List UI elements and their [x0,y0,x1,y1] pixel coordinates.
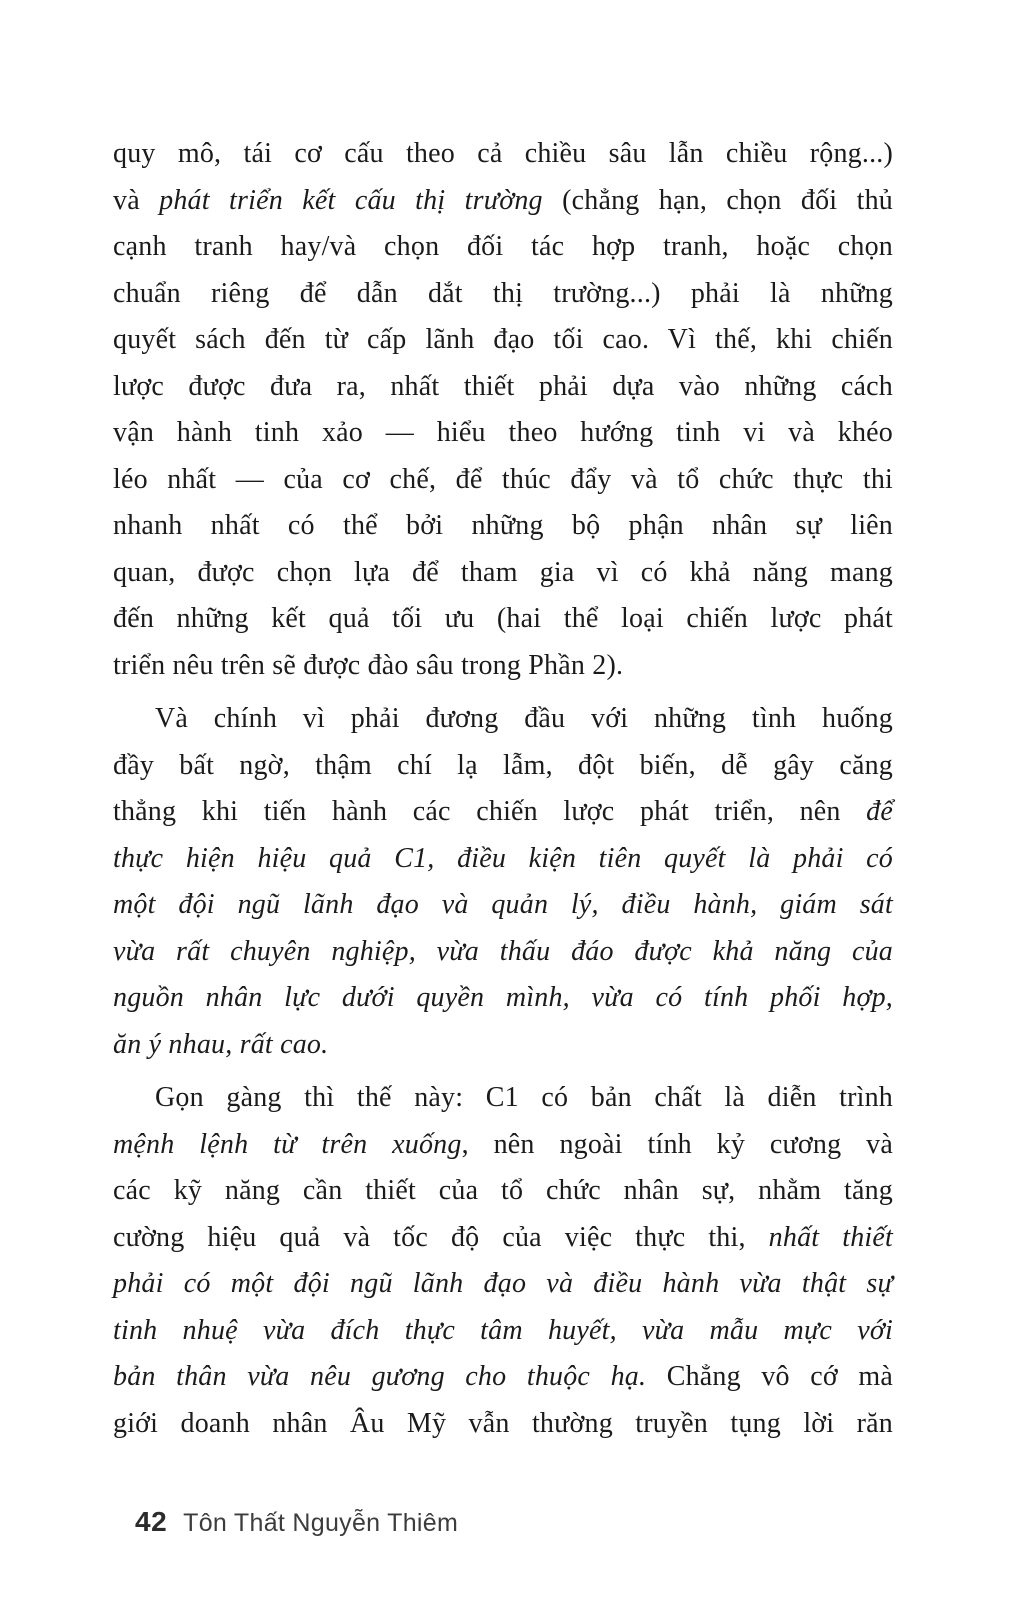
text-line [113,789,893,836]
text-line [113,224,893,271]
text-line [113,1122,893,1169]
text-line [113,550,893,597]
text-segment: cường hiệu quả và tốc độ của việc thực thi, [113,1221,769,1253]
text-segment-italic: bản thân vừa nêu gương cho thuộc hạ. [113,1361,647,1392]
text-segment: , nên ngoài tính kỷ cương và [461,1128,893,1160]
text-line [113,503,893,550]
text-segment-italic: thực hiện hiệu quả C1, điều kiện tiên quyết là phải có [113,842,893,874]
text-segment: quan, được chọn lựa để tham gia vì có khả năng mang [113,556,893,588]
text-line [113,271,893,318]
text-segment-italic: tinh nhuệ vừa đích thực tâm huyết, vừa mẫu mực với [113,1314,893,1346]
text-segment: các kỹ năng cần thiết của tổ chức nhân sự, nhằm tăng [113,1175,893,1206]
text-segment: (chẳng hạn, chọn đối thủ [542,184,893,216]
text-segment-italic: nhất thiết [768,1221,893,1253]
text-line [113,1022,893,1069]
text-segment-italic: để [866,796,893,827]
text-line [113,836,893,883]
text-line [113,882,893,929]
text-segment: giới doanh nhân Âu Mỹ vẫn thường truyền tụng lời răn [113,1407,893,1439]
text-segment: thẳng khi tiến hành các chiến lược phát triển, nên [113,796,867,827]
text-line [113,1401,893,1448]
text-segment: nhanh nhất có thể bởi những bộ phận nhân sự liên [113,510,893,541]
text-line [113,596,893,643]
text-segment: léo nhất — của cơ chế, để thúc đẩy và tổ chức thực thi [113,463,893,495]
text-segment: Và chính vì phải đương đầu với những tình huống [155,703,893,734]
text-line [113,317,893,364]
text-line [113,975,893,1022]
text-segment: lược được đưa ra, nhất thiết phải dựa vào những cách [113,370,893,402]
text-segment: đến những kết quả tối ưu (hai thể loại chiến lược phát [113,603,893,634]
text-block [113,131,893,1447]
text-segment: chuẩn riêng để dẫn dắt thị trường...) phải là những [113,277,893,309]
text-segment: quyết sách đến từ cấp lãnh đạo tối cao. Vì thế, khi chiến [113,324,893,355]
text-segment: đầy bất ngờ, thậm chí lạ lẫm, đột biến, dễ gây căng [113,749,893,781]
text-segment-italic: phải có một đội ngũ lãnh đạo và điều hành vừa thật sự [113,1268,893,1299]
text-line [113,1308,893,1355]
text-line [113,1168,893,1215]
text-line [113,1215,893,1262]
text-segment: quy mô, tái cơ cấu theo cả chiều sâu lẫn chiều rộng...) [113,138,893,169]
text-line [113,929,893,976]
text-line [113,1354,893,1401]
text-line [113,743,893,790]
author-name: Tôn Thất Nguyễn Thiêm [183,1509,459,1537]
text-line [113,131,893,178]
text-line [113,457,893,504]
text-segment-italic: vừa rất chuyên nghiệp, vừa thấu đáo được khả năng của [113,935,893,967]
text-segment: và [113,184,160,216]
text-line [113,696,893,743]
text-segment-italic: mệnh lệnh từ trên xuống [113,1128,462,1160]
text-segment-italic: nguồn nhân lực dưới quyền mình, vừa có tính phối hợp, [113,982,893,1013]
text-line [113,178,893,225]
text-line [113,364,893,411]
text-segment: cạnh tranh hay/và chọn đối tác hợp tranh, hoặc chọn [113,231,893,262]
text-line [113,1075,893,1122]
text-segment: vận hành tinh xảo — hiểu theo hướng tinh vi và khéo [113,417,893,448]
text-segment: Gọn gàng thì thế này: C1 có bản chất là diễn trình [155,1082,893,1113]
text-segment: triển nêu trên sẽ được đào sâu trong Phần 2). [113,649,624,681]
page-number: 42 [135,1506,168,1537]
page-footer [135,1506,458,1538]
text-segment-italic: phát triển kết cấu thị trường [159,184,543,216]
text-line [113,643,893,690]
text-segment: Chẳng vô cớ mà [646,1361,893,1392]
text-segment-italic: một đội ngũ lãnh đạo và quản lý, điều hành, giám sát [113,889,893,920]
text-segment-italic: ăn ý nhau, rất cao. [113,1028,329,1060]
text-line [113,1261,893,1308]
text-line [113,410,893,457]
